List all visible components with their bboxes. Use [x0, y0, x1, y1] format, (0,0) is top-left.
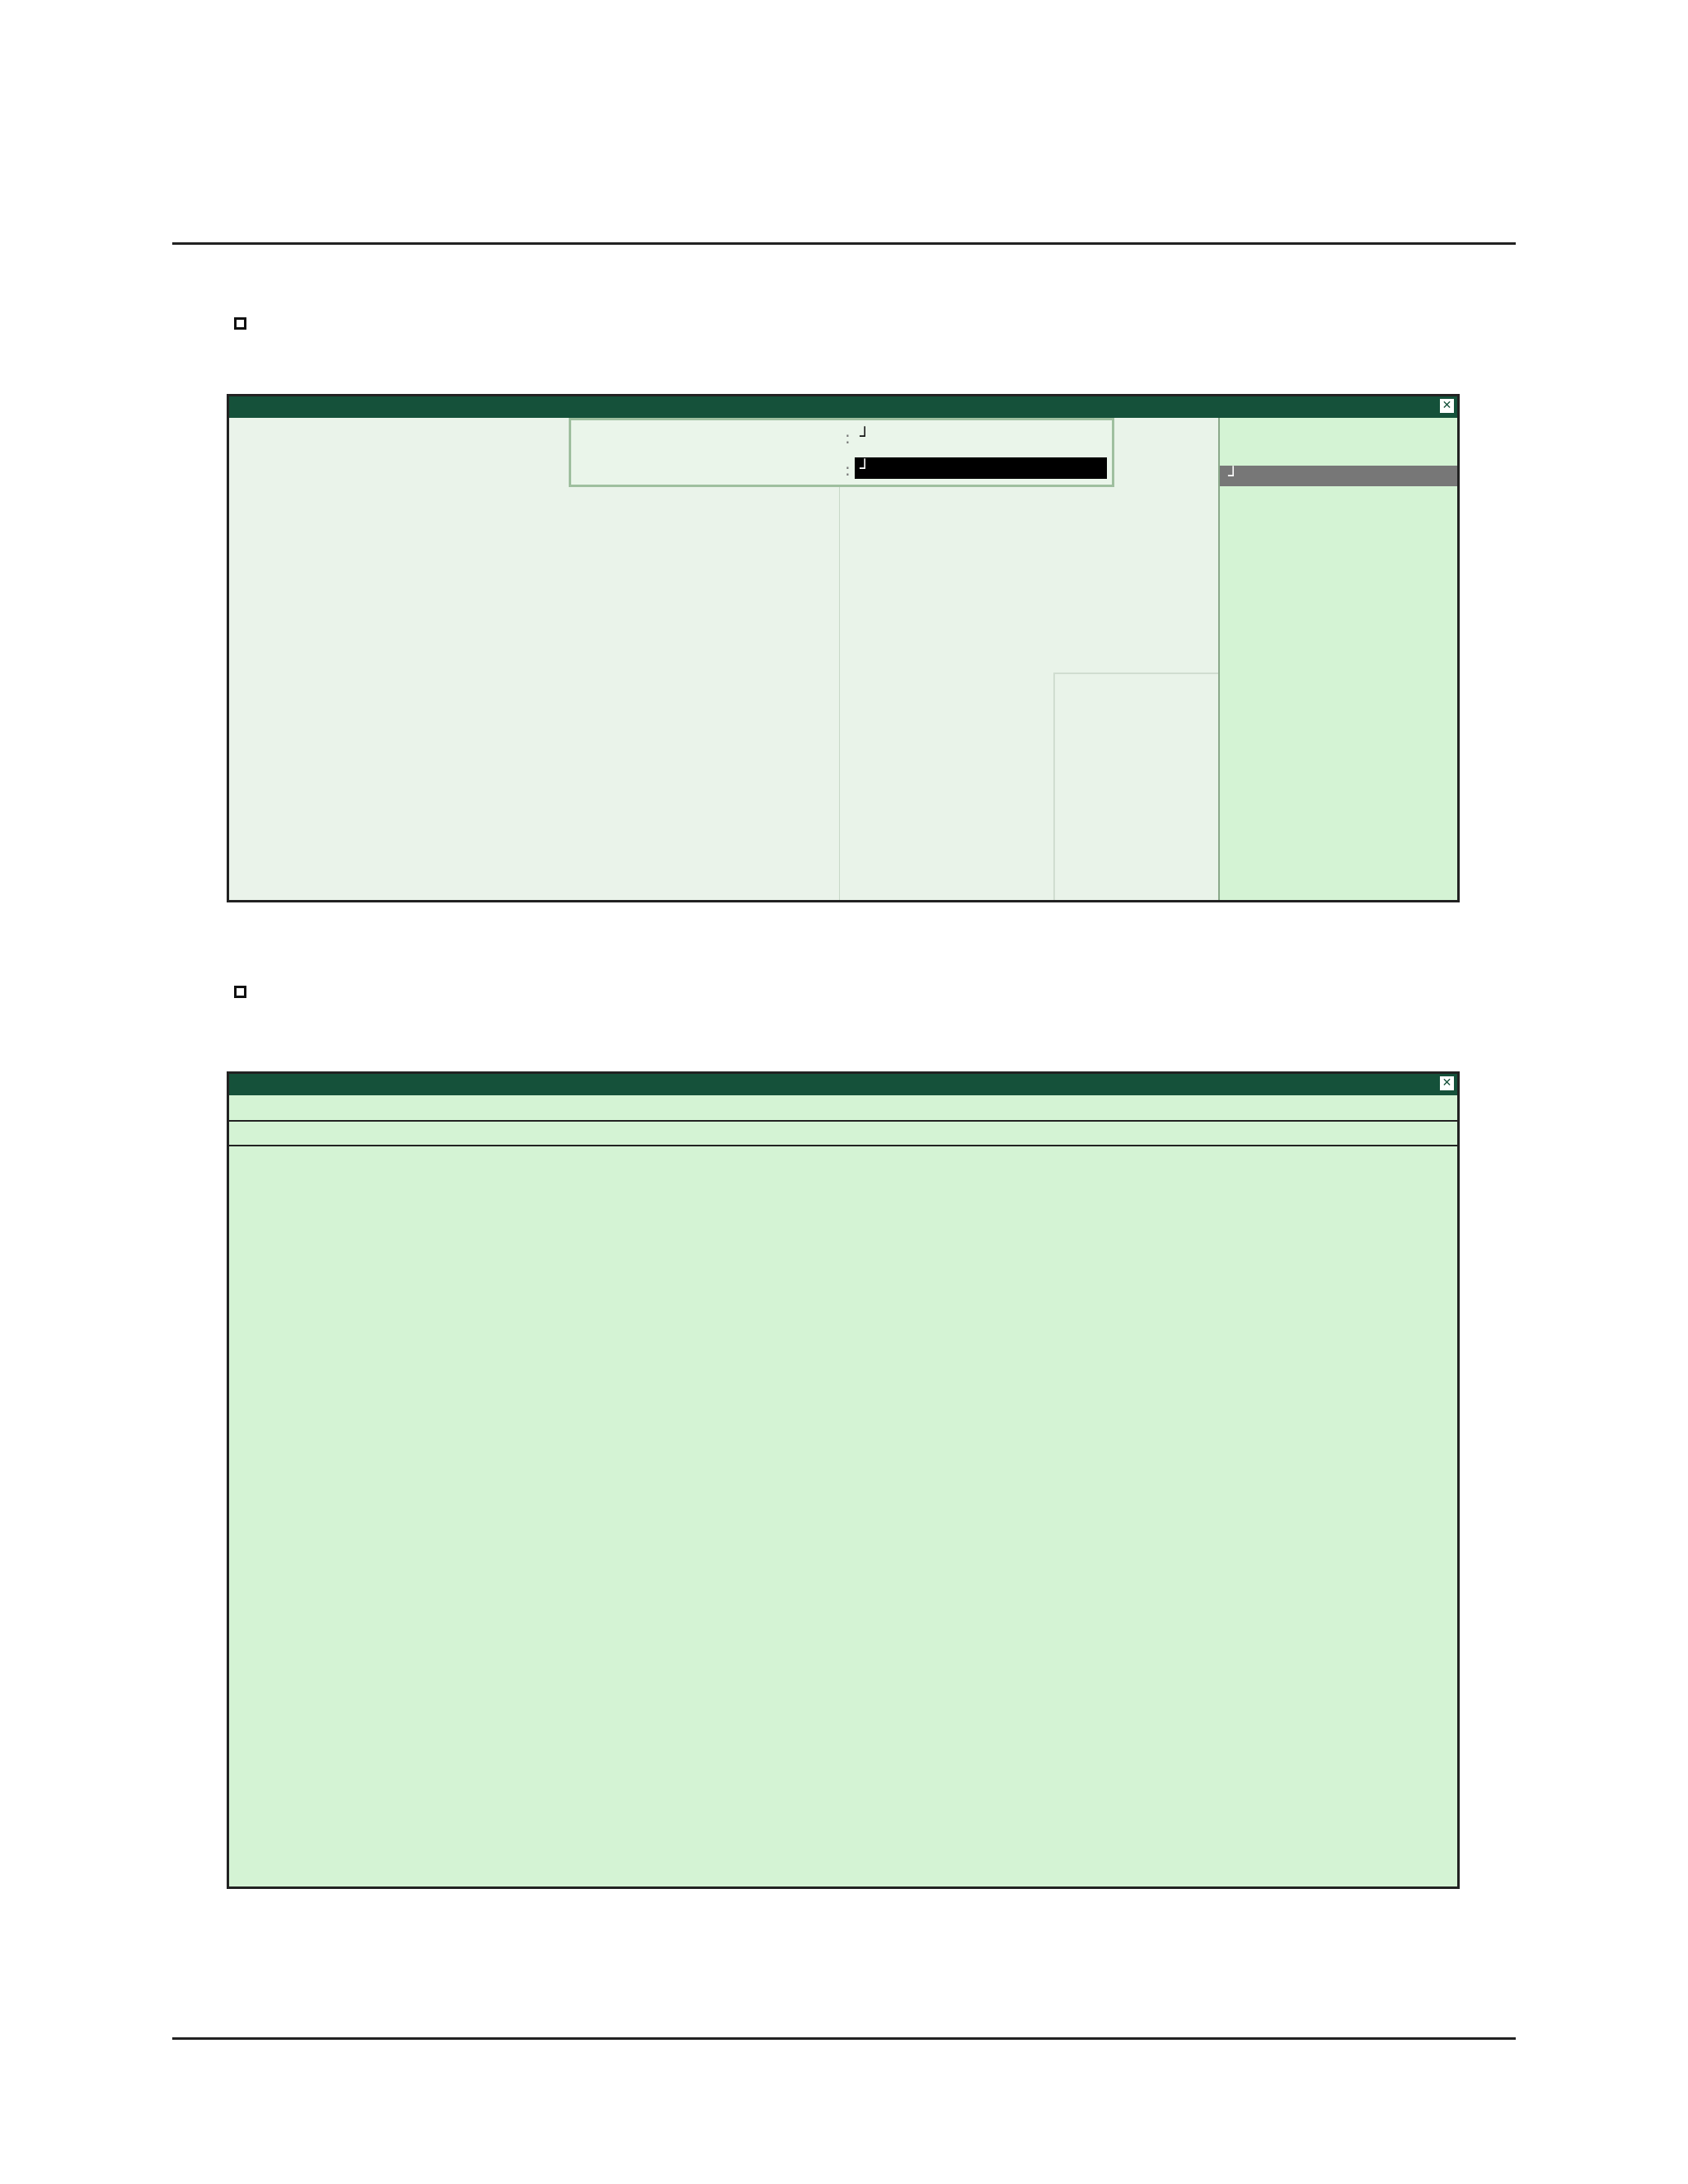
close-icon[interactable]: ✕ [1440, 1076, 1454, 1090]
title-bar [229, 1074, 1457, 1095]
report-subtitle [229, 1095, 1457, 1120]
bullet-icon [234, 986, 246, 998]
bullet-icon [234, 317, 246, 330]
tally-logo [176, 132, 374, 138]
employee-filters-screen [227, 394, 1460, 902]
employee-group-field[interactable]: ┘ [855, 457, 1107, 479]
colon-separator: : [845, 428, 851, 448]
pay-slip-table [229, 1120, 1457, 1886]
filter-subscreen [569, 418, 1114, 487]
column-divider [839, 487, 840, 900]
background-screen [229, 418, 839, 900]
title-bar [229, 396, 1457, 418]
header-rule [172, 242, 1516, 245]
colon-separator: : [845, 460, 851, 480]
employee-category-field[interactable]: ┘ [860, 426, 870, 446]
employee-list-panel [1218, 418, 1459, 900]
list-item-all-items[interactable]: ┘ [1220, 466, 1459, 486]
pay-slip-menu [1053, 673, 1220, 900]
employee-list-heading [1220, 418, 1459, 446]
footer-rule [172, 2037, 1516, 2040]
close-icon[interactable]: ✕ [1440, 399, 1454, 413]
multi-pay-slip-screen [227, 1071, 1460, 1889]
